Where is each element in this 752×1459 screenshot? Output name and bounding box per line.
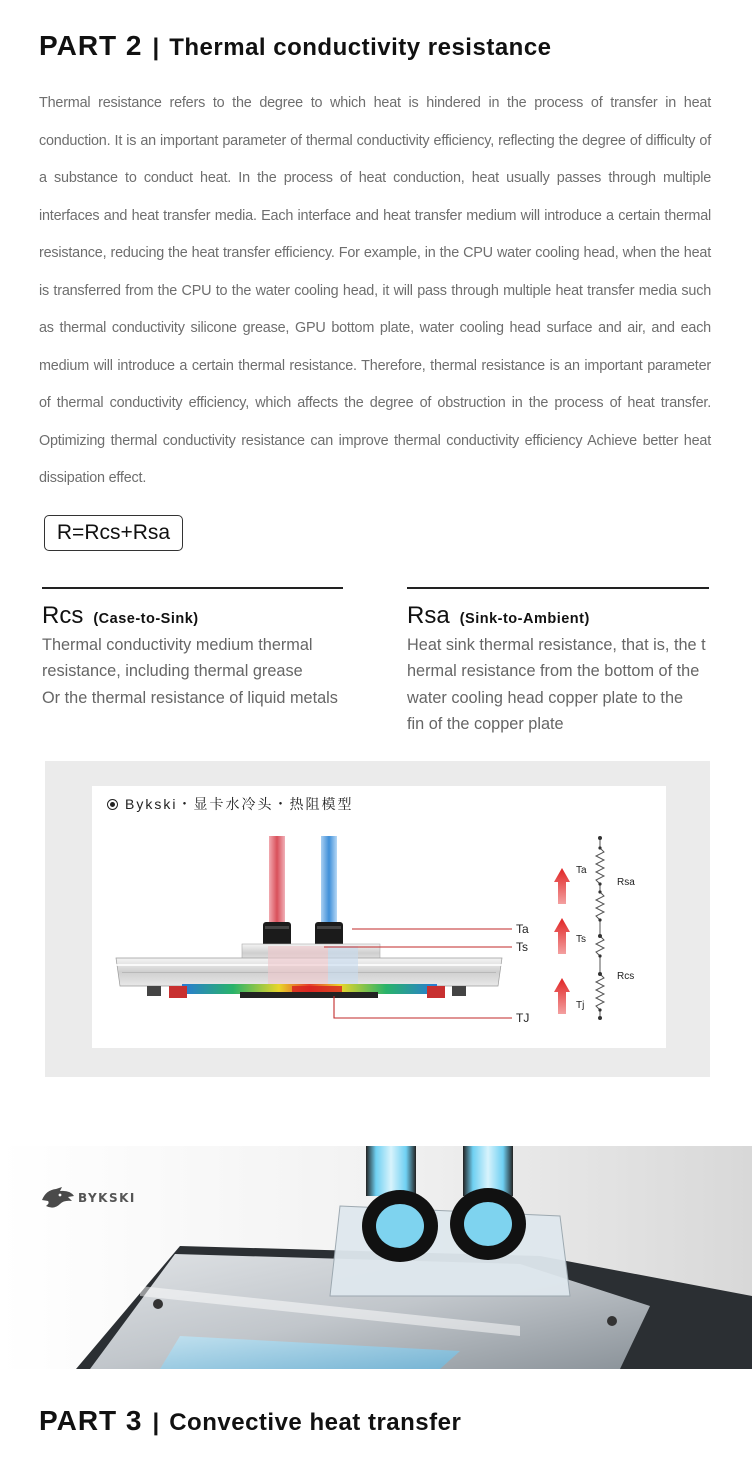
rcs-full-name: (Case-to-Sink)	[93, 611, 199, 627]
callout-label: Ts	[516, 940, 528, 954]
rcs-heading	[42, 602, 342, 630]
rcs-description	[42, 632, 342, 711]
product-photo	[0, 1146, 752, 1369]
hot-water-pipe	[269, 836, 285, 924]
resistor-label: Rcs	[617, 971, 635, 982]
part-number: PART 3	[39, 1405, 143, 1436]
brand-logo	[40, 1186, 136, 1210]
arrow-label: Tj	[576, 1000, 585, 1011]
rcs-column	[42, 587, 342, 711]
part-3-heading	[39, 1405, 461, 1437]
logo-wordmark: BYKSKI	[78, 1191, 136, 1205]
rsa-full-name: (Sink-to-Ambient)	[459, 611, 590, 627]
model-title	[107, 794, 353, 814]
model-title-text: Bykski・显卡水冷头・热阻模型	[125, 796, 354, 812]
description-line: resistance, including thermal grease	[42, 662, 303, 681]
fin-stack	[268, 946, 358, 986]
water-block-photo	[0, 1146, 752, 1369]
heat-flow-arrows	[554, 868, 570, 1014]
thermal-resistance-description: Thermal resistance refers to the degree to which heat is hindered in the process of transfer in heat conduction. It is an important parameter of thermal conductivity efficiency, reflecting the degree of difficulty of a substance to conduct heat. In the process of heat conduction, heat usually passes through multiple interfaces and heat transfer media. Each interface and heat transfer medium will introduce a certain thermal resistance, reducing the heat transfer efficiency. For example, in the CPU water cooling head, when the heat is transferred from the CPU to the water cooling head, it will pass through multiple heat transfer media such as thermal conductivity silicone grease, GPU bottom plate, water cooling head surface and air, and each medium will introduce a certain thermal resistance. Therefore, thermal resistance is an important parameter of thermal conductivity efficiency, which affects the degree of obstruction in the process of heat transfer. Optimizing thermal conductivity resistance can improve thermal conductivity efficiency Achieve better heat dissipation effect.	[39, 95, 711, 486]
arrow-label: Ts	[576, 934, 586, 945]
description-line: Heat sink thermal resistance, that is, the t	[407, 636, 706, 654]
part-title: Thermal conductivity resistance	[169, 34, 552, 61]
description-line: Thermal conductivity medium thermal	[42, 636, 313, 654]
thermal-model-card	[92, 786, 666, 1048]
heading-separator: |	[152, 1409, 160, 1436]
part-title: Convective heat transfer	[169, 1409, 462, 1436]
divider	[407, 587, 709, 589]
thermal-model-diagram	[92, 786, 666, 1048]
heading-separator: |	[152, 34, 160, 61]
description-line: fin of the copper plate	[407, 714, 564, 733]
callout-label: Ta	[516, 922, 529, 936]
description-line: Or the thermal resistance of liquid metals	[42, 688, 338, 707]
rcs-abbreviation: Rcs	[42, 602, 84, 629]
arrow-label: Ta	[576, 865, 587, 876]
rsa-column	[407, 587, 707, 737]
dragon-head-icon	[40, 1186, 76, 1210]
formula-box: R=Rcs+Rsa	[44, 515, 183, 551]
part-number: PART 2	[39, 30, 143, 61]
resistor-label: Rsa	[617, 877, 635, 888]
resistor-chain	[596, 838, 604, 1018]
radio-bullet-icon	[107, 799, 118, 810]
description-line: water cooling head copper plate to the	[407, 688, 684, 707]
inlet-tube	[366, 1146, 416, 1196]
callout-label: TJ	[516, 1011, 530, 1025]
cold-water-pipe	[321, 836, 337, 924]
up-arrow-icon	[554, 868, 570, 904]
up-arrow-icon	[554, 978, 570, 1014]
rsa-heading	[407, 602, 707, 630]
divider	[42, 587, 343, 589]
part-2-heading	[39, 30, 552, 62]
description-line: hermal resistance from the bottom of the	[407, 662, 700, 681]
rsa-abbreviation: Rsa	[407, 602, 450, 629]
up-arrow-icon	[554, 918, 570, 954]
rsa-description	[407, 632, 707, 737]
